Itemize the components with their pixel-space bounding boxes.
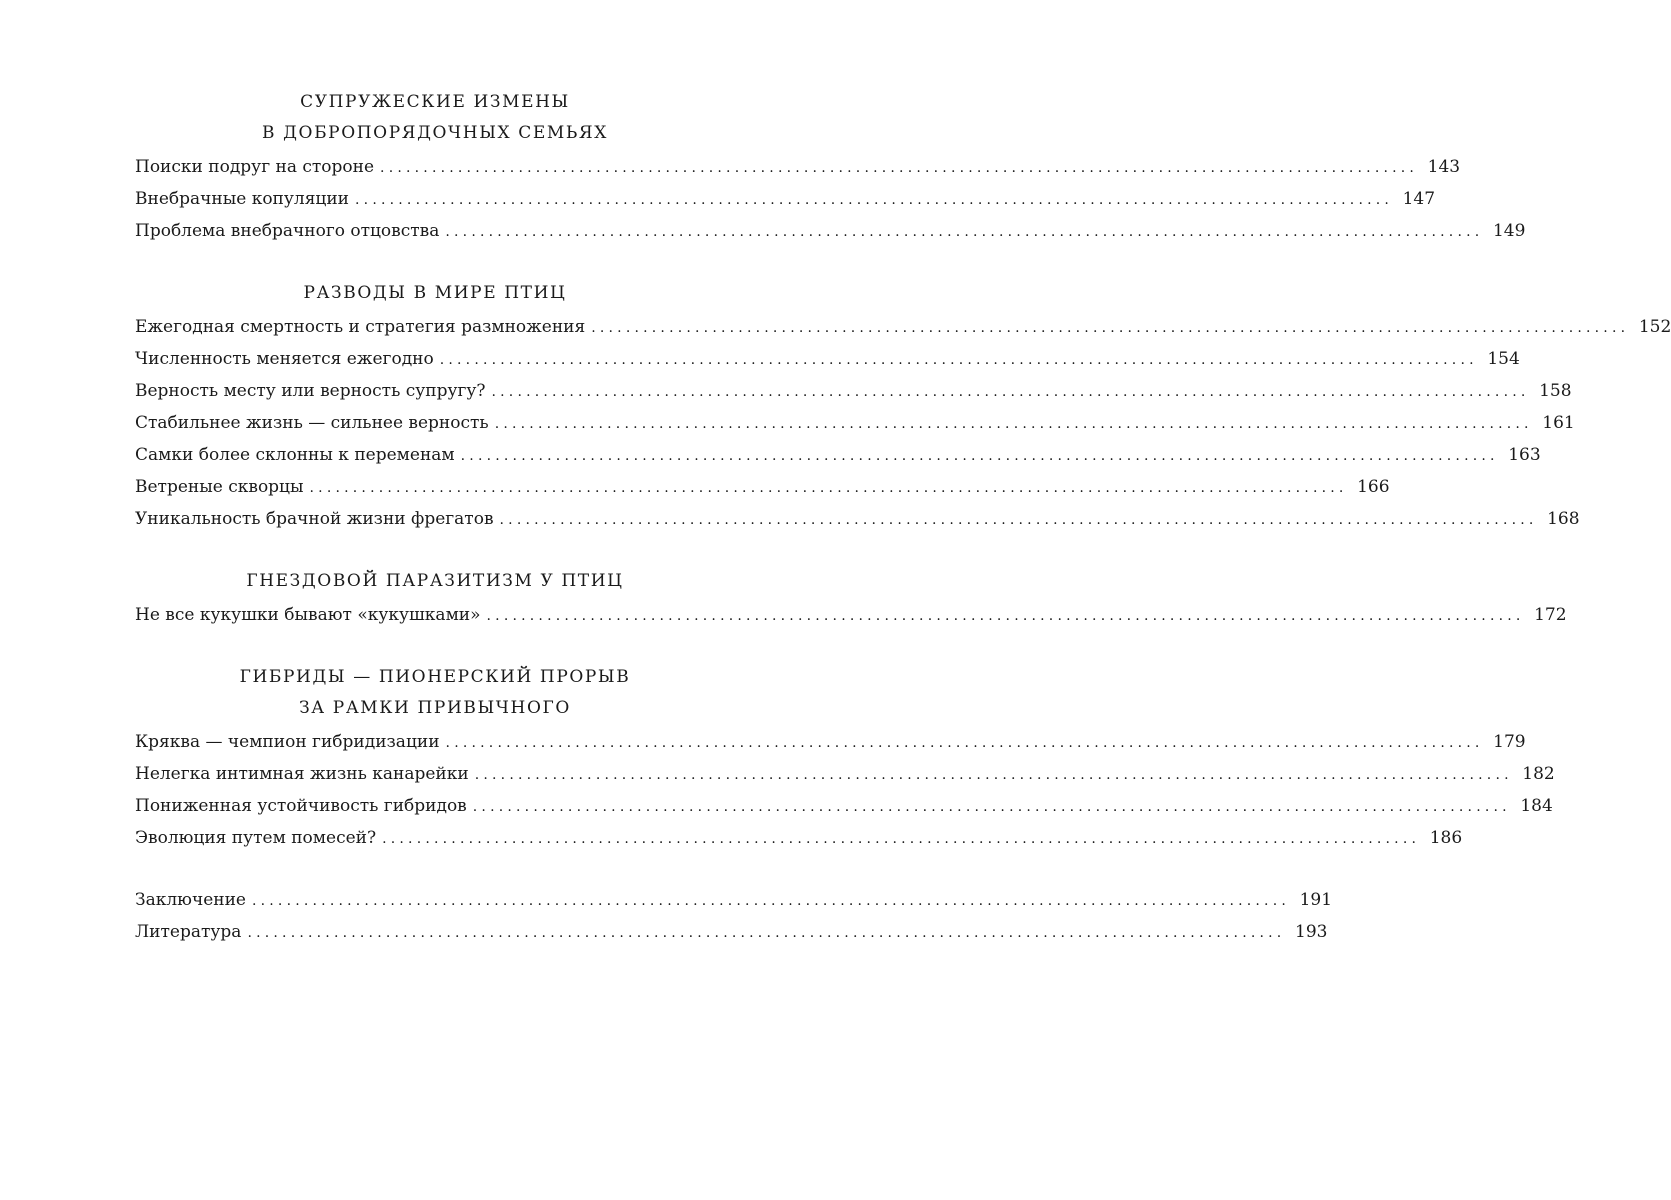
dot-leader: ........................................................................................................................ xyxy=(251,893,1291,909)
dot-leader: ........................................................................................................................ xyxy=(309,480,1348,496)
entry-title: Нелегка интимная жизнь канарейки xyxy=(135,764,469,784)
entry-title: Поиски подруг на стороне xyxy=(135,157,375,177)
entry-title: Кряква — чемпион гибридизации xyxy=(135,732,440,752)
dot-leader: ........................................................................................................................ xyxy=(491,384,1530,400)
section-title-line: ГИБРИДЫ — ПИОНЕРСКИЙ ПРОРЫВ xyxy=(239,667,631,687)
entry-page-number: 182 xyxy=(1522,764,1555,784)
entry-page-number: 152 xyxy=(1638,317,1671,337)
dot-leader: ........................................................................................................................ xyxy=(355,192,1394,208)
entry-title: Стабильнее жизнь — сильнее верность xyxy=(135,413,489,433)
toc-entry[interactable] xyxy=(135,600,1567,632)
toc-entry[interactable] xyxy=(135,184,1436,216)
entry-page-number: 172 xyxy=(1534,605,1567,625)
entry-title: Пониженная устойчивость гибридов xyxy=(135,796,467,816)
dot-leader: ........................................................................................................................ xyxy=(380,160,1419,176)
dot-leader: ........................................................................................................................ xyxy=(474,767,1513,783)
entry-page-number: 161 xyxy=(1542,413,1575,433)
entry-title: Численность меняется ежегодно xyxy=(135,349,434,369)
toc-entry[interactable] xyxy=(135,917,1328,949)
toc-section xyxy=(135,885,1333,949)
dot-leader: ........................................................................................................................ xyxy=(382,831,1421,847)
toc-entry[interactable] xyxy=(135,823,1463,855)
dot-leader: ........................................................................................................................ xyxy=(499,512,1538,528)
entry-page-number: 179 xyxy=(1493,732,1526,752)
toc-entry[interactable] xyxy=(135,759,1555,791)
toc-entry[interactable] xyxy=(135,312,1671,344)
entry-title: Ежегодная смертность и стратегия размножения xyxy=(135,317,586,337)
entry-page-number: 149 xyxy=(1492,221,1526,241)
entry-title: Верность месту или верность супругу? xyxy=(135,381,486,401)
section-title-line: В ДОБРОПОРЯДОЧНЫХ СЕМЬЯХ xyxy=(262,123,608,143)
entry-title: Самки более склонны к переменам xyxy=(135,445,455,465)
section-title-line: РАЗВОДЫ В МИРЕ ПТИЦ xyxy=(303,283,567,303)
section-title xyxy=(135,662,735,724)
entry-page-number: 166 xyxy=(1357,477,1390,497)
table-of-contents xyxy=(135,87,1671,979)
entry-page-number: 143 xyxy=(1427,157,1461,177)
entry-page-number: 191 xyxy=(1299,890,1333,910)
section-title xyxy=(135,87,735,149)
toc-entry[interactable] xyxy=(135,472,1390,504)
dot-leader: ........................................................................................................................ xyxy=(439,352,1478,368)
toc-section xyxy=(135,662,1555,855)
dot-leader: ........................................................................................................................ xyxy=(486,608,1525,624)
dot-leader: ........................................................................................................................ xyxy=(445,224,1484,240)
entry-page-number: 168 xyxy=(1547,509,1580,529)
section-title-line: ГНЕЗДОВОЙ ПАРАЗИТИЗМ У ПТИЦ xyxy=(246,571,624,591)
dot-leader: ........................................................................................................................ xyxy=(591,320,1630,336)
entry-page-number: 184 xyxy=(1520,796,1553,816)
toc-entry[interactable] xyxy=(135,791,1553,823)
toc-entry[interactable] xyxy=(135,885,1333,917)
entry-title: Внебрачные копуляции xyxy=(135,189,350,209)
toc-entry[interactable] xyxy=(135,344,1520,376)
dot-leader: ........................................................................................................................ xyxy=(460,448,1499,464)
entry-page-number: 147 xyxy=(1402,189,1436,209)
dot-leader: ........................................................................................................................ xyxy=(247,925,1286,941)
section-title xyxy=(135,278,735,309)
entry-title: Заключение xyxy=(135,890,246,910)
toc-entry[interactable] xyxy=(135,376,1572,408)
entry-page-number: 158 xyxy=(1539,381,1572,401)
entry-page-number: 186 xyxy=(1429,828,1463,848)
toc-entry[interactable] xyxy=(135,440,1541,472)
entry-title: Уникальность брачной жизни фрегатов xyxy=(135,509,494,529)
dot-leader: ........................................................................................................................ xyxy=(494,416,1533,432)
entry-title: Проблема внебрачного отцовства xyxy=(135,221,440,241)
dot-leader: ........................................................................................................................ xyxy=(472,799,1511,815)
section-title-line: ЗА РАМКИ ПРИВЫЧНОГО xyxy=(299,698,571,718)
toc-section xyxy=(135,566,1567,632)
toc-entry[interactable] xyxy=(135,152,1461,184)
entry-title: Литература xyxy=(135,922,242,942)
toc-entry[interactable] xyxy=(135,727,1526,759)
toc-entry[interactable] xyxy=(135,504,1580,536)
toc-section xyxy=(135,278,1671,536)
entry-title: Не все кукушки бывают «кукушками» xyxy=(135,605,481,625)
toc-entry[interactable] xyxy=(135,216,1526,248)
entry-page-number: 193 xyxy=(1295,922,1328,942)
dot-leader: ........................................................................................................................ xyxy=(445,735,1484,751)
entry-title: Эволюция путем помесей? xyxy=(135,828,377,848)
toc-section xyxy=(135,87,1526,248)
entry-title: Ветреные скворцы xyxy=(135,477,304,497)
entry-page-number: 154 xyxy=(1487,349,1520,369)
entry-page-number: 163 xyxy=(1508,445,1541,465)
section-title-line: СУПРУЖЕСКИЕ ИЗМЕНЫ xyxy=(300,92,570,112)
section-title xyxy=(135,566,735,597)
toc-entry[interactable] xyxy=(135,408,1575,440)
